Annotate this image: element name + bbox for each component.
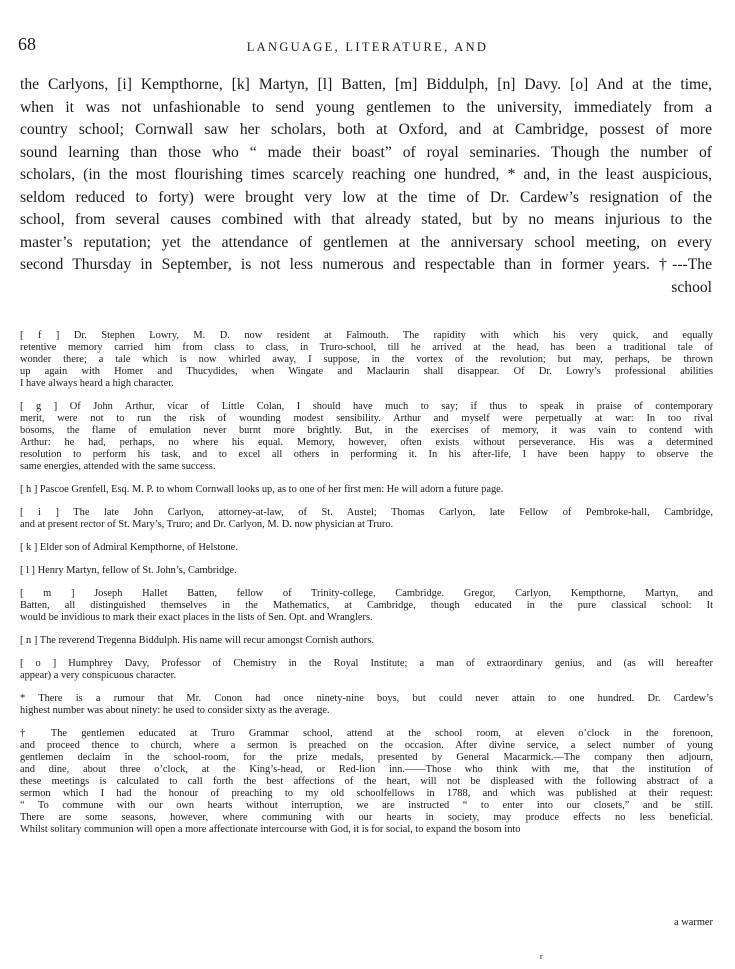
footnote-line: [ i ] The late John Carlyon, attorney-at-law, of St. Austel; Thomas Carlyon, late Fellow of Pembroke-hall, Cambridge,	[20, 507, 713, 518]
footnote-line: and at present rector of St. Mary’s, Truro; and Dr. Carlyon, M. D. now physician at Truro.	[20, 519, 394, 530]
footnote-line: up again with Homer and Thucydides, when Wingate and Maclaurin shall disappear. Of Dr. Lowry’s professional abilities	[20, 366, 713, 377]
main-text	[20, 74, 712, 299]
footnote-dagger	[20, 728, 713, 836]
footnote-line: “ To commune with our own hearts without interruption, we are instructed “ to enter into our closets,” and be still.	[20, 800, 713, 811]
footnote-line: sermon which I had the honour of preaching to my old schoolfellows in 1788, and which was published at their request:	[20, 788, 713, 799]
footnote-line: merit, were not to run the risk of wounding modest sensibility. Arthur and myself were perpetually at war: In too rival	[20, 413, 713, 424]
footnote-line: and dine, about three o’clock, at the King’s-head, or Red-lion inn.——Those who think with me, that the institution of	[20, 764, 713, 775]
footnote-line: wonder there; a tale which is now whirled away, I suppose, in the vortex of the revolution; but may, perhaps, be thrown	[20, 354, 713, 365]
text-line: second Thursday in September, is not less numerous and respectable than in former years. †---The	[20, 256, 712, 273]
page-number: 68	[18, 34, 36, 54]
footnote-f	[20, 330, 713, 390]
footnote-line: [ f ] Dr. Stephen Lowry, M. D. now resident at Falmouth. The rapidity with which his very quick, and equally	[20, 330, 713, 341]
text-line: school, from several causes combined with that already stated, but by no means injurious to the	[20, 211, 712, 228]
footnote-n	[20, 635, 713, 647]
text-line: country school; Cornwall saw her scholars, both at Oxford, and at Cambridge, possest of more	[20, 121, 712, 138]
footnote-line: [ m ] Joseph Hallet Batten, fellow of Trinity-college, Cambridge. Gregor, Carlyon, Kempthorne, Martyn, and	[20, 588, 713, 599]
footnotes	[20, 330, 713, 847]
footnote-line: [ h ] Pascoe Grenfell, Esq. M. P. to whom Cornwall looks up, as to one of her first men: He will adorn a future page.	[20, 484, 504, 495]
footnote-line: these meetings is calculated to call forth the best affections of the heart, will not be displeased with the following abstract of a	[20, 776, 713, 787]
footnote-i	[20, 507, 713, 531]
footnote-line: same energies, attended with the same success.	[20, 461, 216, 472]
footnote-line: † The gentlemen educated at Truro Grammar school, attend at the school room, at eleven o’clock in the forenoon,	[20, 728, 713, 739]
footnote-k	[20, 542, 713, 554]
footnote-line: [ o ] Humphrey Davy, Professor of Chemistry in the Royal Institute; a man of extraordinary genius, and (as will hereafter	[20, 658, 713, 669]
footnote-l	[20, 565, 713, 577]
footnote-line: [ g ] Of John Arthur, vicar of Little Colan, I should have much to say; if thus to speak in praise of contemporary	[20, 401, 713, 412]
text-line: scholars, (in the most flourishing times scarcely reaching one hundred, * and, in the least auspicious,	[20, 166, 712, 183]
footnote-line: would be invidious to mark their exact places in the lists of Sen. Opt. and Wranglers.	[20, 612, 373, 623]
footnote-line: appear) a very conspicuous character.	[20, 670, 177, 681]
text-line: school	[671, 278, 712, 296]
footnote-h	[20, 484, 713, 496]
footnote-line: highest number was about ninety: he used to consider sixty as the average.	[20, 705, 330, 716]
footnote-line: Batten, all distinguished themselves in the Mathematics, at Cambridge, though educated in the pure classical school: It	[20, 600, 713, 611]
footnote-line: Whilst solitary communion will open a more affectionate intercourse with God, it is for social, to expand the bosom into	[20, 824, 521, 835]
text-line: when it was not unfashionable to send young gentlemen to the university, immediately from a	[20, 98, 712, 116]
footnote-line: * There is a rumour that Mr. Conon had once ninety-nine boys, but could never attain to one hundred. Dr. Cardew’s	[20, 693, 713, 704]
footnote-line: [ k ] Elder son of Admiral Kempthorne, of Helstone.	[20, 542, 238, 553]
footnote-line: resolution to perform his task, and to excel all others in performing it. In his after-life, I have been happy to observe the	[20, 449, 713, 460]
footnote-line: and proceed thence to church, where a sermon is preached on the occasion. After divine service, a select number of young	[20, 740, 713, 751]
text-line: the Carlyons, [i] Kempthorne, [k] Martyn, [l] Batten, [m] Biddulph, [n] Davy. [o] And at the time,	[20, 76, 712, 93]
bottom-mark: r	[540, 952, 543, 961]
footnote-line: [ n ] The reverend Tregenna Biddulph. His name will recur amongst Cornish authors.	[20, 635, 374, 646]
footnote-star	[20, 693, 713, 717]
footnote-line: retentive memory carried him from class to class, in Truro-school, till he arrived at the head, has been a traditional tale of	[20, 342, 713, 353]
footnote-line: Arthur: he had, perhaps, no where his equal. Memory, however, often exists without perseverance. His was a determined	[20, 437, 713, 448]
footnote-line: There are some seasons, however, where communing with our hearts in society, may produce effects no less beneficial.	[20, 812, 713, 823]
running-head: LANGUAGE, LITERATURE, AND	[246, 40, 489, 54]
text-line: sound learning than those who “ made their boast” of royal seminaries. Though the number of	[20, 143, 712, 161]
text-line: master’s reputation; yet the attendance of gentlemen at the anniversary school meeting, on every	[20, 233, 712, 251]
footnote-line: bosoms, the flame of emulation never burnt more brightly. But, in the exercises of memory, it was vain to contend with	[20, 425, 713, 436]
footnote-line: I have always heard a high character.	[20, 378, 174, 389]
footnote-m	[20, 588, 713, 624]
footnote-line: [ l ] Henry Martyn, fellow of St. John’s, Cambridge.	[20, 565, 237, 576]
catchword: a warmer	[674, 917, 713, 928]
footnote-line: gentlemen declaim in the school-room, for the prize medals, presented by General Macarmick.—The company then adjourn,	[20, 752, 713, 763]
footnote-g	[20, 401, 713, 473]
footnote-o	[20, 658, 713, 682]
text-line: seldom reduced to forty) were brought very low at the time of Dr. Cardew’s resignation of the	[20, 188, 712, 206]
